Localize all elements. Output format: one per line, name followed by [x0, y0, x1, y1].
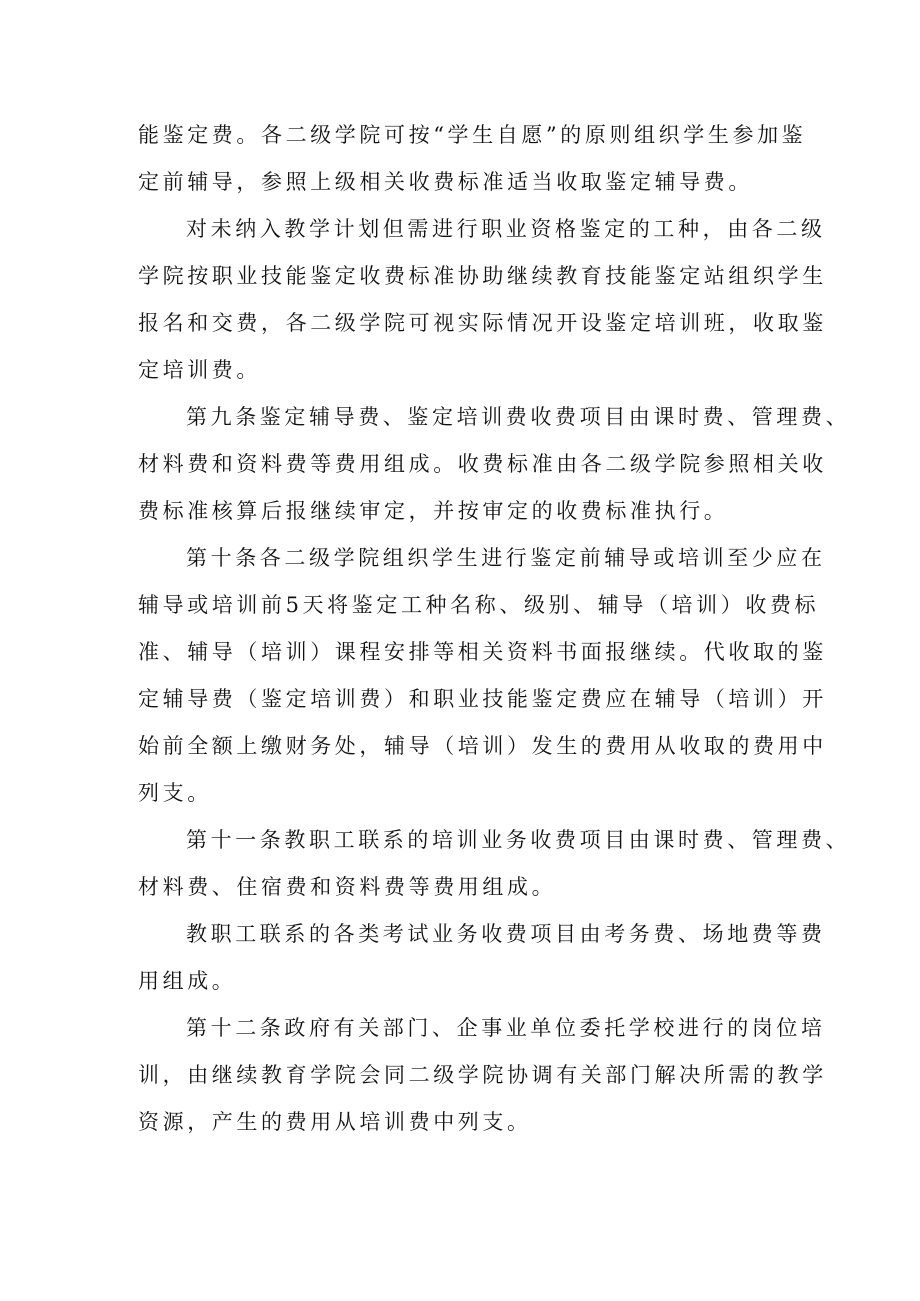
- paragraph-line: 定辅导费（鉴定培训费）和职业技能鉴定费应在辅导（培训）开: [138, 687, 827, 711]
- paragraph-article-9: [138, 394, 851, 535]
- paragraph-line: 训，由继续教育学院会同二级学院协调有关部门解决所需的教学: [138, 1063, 827, 1087]
- paragraph-1: [138, 112, 807, 206]
- paragraph-line: 第十二条政府有关部门、企事业单位委托学校进行的岗位培: [186, 1016, 826, 1040]
- document-body: [138, 112, 851, 1146]
- paragraph-2: [138, 206, 827, 394]
- paragraph-line: 学院按职业技能鉴定收费标准协助继续教育技能鉴定站组织学生: [138, 264, 827, 288]
- paragraph-exam-fees: [138, 911, 826, 1005]
- paragraph-line: 列支。: [138, 781, 212, 805]
- paragraph-line: 报名和交费，各二级学院可视实际情况开设鉴定培训班，收取鉴: [138, 311, 827, 335]
- paragraph-line: 能鉴定费。各二级学院可按“学生自愿”的原则组织学生参加鉴: [138, 123, 807, 147]
- paragraph-line: 定前辅导，参照上级相关收费标准适当收取鉴定辅导费。: [138, 170, 753, 194]
- paragraph-line: 材料费、住宿费和资料费等费用组成。: [138, 875, 557, 899]
- paragraph-line: 定培训费。: [138, 358, 261, 382]
- paragraph-line: 用组成。: [138, 969, 237, 993]
- paragraph-line: 教职工联系的各类考试业务收费项目由考务费、场地费等费: [186, 922, 826, 946]
- paragraph-line: 第十条各二级学院组织学生进行鉴定前辅导或培训至少应在: [186, 546, 826, 570]
- paragraph-line: 始前全额上缴财务处，辅导（培训）发生的费用从收取的费用中: [138, 734, 827, 758]
- paragraph-line: 准、辅导（培训）课程安排等相关资料书面报继续。代收取的鉴: [138, 640, 827, 664]
- paragraph-line: 费标准核算后报继续审定，并按审定的收费标准执行。: [138, 499, 729, 523]
- paragraph-article-12: [138, 1005, 827, 1146]
- paragraph-line: 第十一条教职工联系的培训业务收费项目由课时费、管理费、: [186, 828, 851, 852]
- paragraph-line: 第九条鉴定辅导费、鉴定培训费收费项目由课时费、管理费、: [186, 405, 851, 429]
- paragraph-article-10: [138, 535, 827, 817]
- paragraph-article-11: [138, 817, 851, 911]
- paragraph-line: 资源，产生的费用从培训费中列支。: [138, 1110, 532, 1134]
- paragraph-line: 对未纳入教学计划但需进行职业资格鉴定的工种，由各二级: [186, 217, 826, 241]
- paragraph-line: 材料费和资料费等费用组成。收费标准由各二级学院参照相关收: [138, 452, 827, 476]
- paragraph-line: 辅导或培训前5天将鉴定工种名称、级别、辅导（培训）收费标: [138, 593, 820, 617]
